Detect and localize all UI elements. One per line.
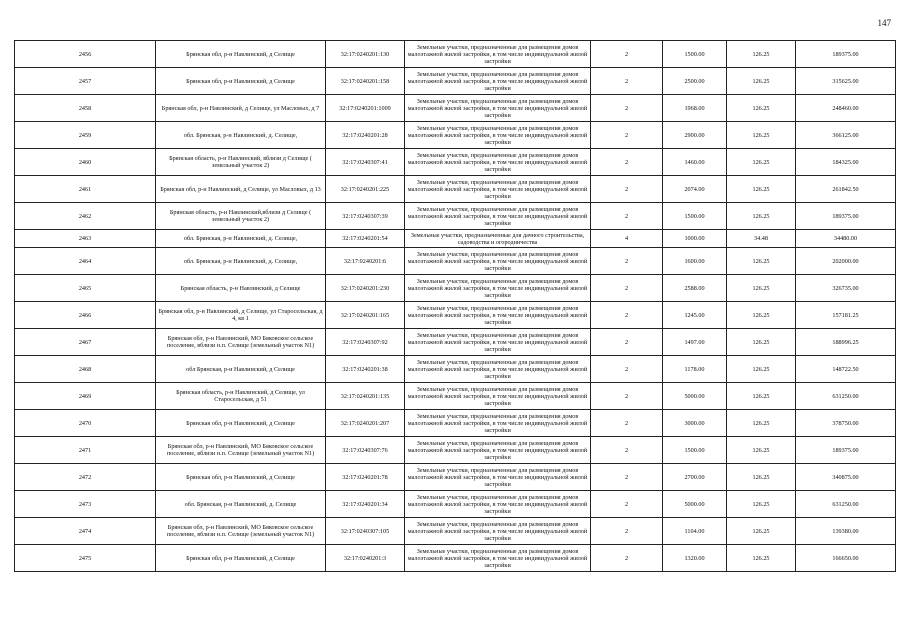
row-number-cell: 2467 [15,329,156,356]
cadastral-number-cell: 32:17:0240201:1009 [326,95,405,122]
address-cell: Брянская обл, р-н Навлинский, МО Бяковское сельское поселение, вблизи н.п. Селище (земельный участок N1) [156,437,326,464]
address-cell: Брянская область, р-н Навлинский, д Селище [156,275,326,302]
row-number-cell: 2470 [15,410,156,437]
cadastral-number-cell: 32:17:0240201:135 [326,383,405,410]
cadastral-value-cell: 189375.00 [796,41,896,68]
address-cell: Брянская обл, р-н Навлинский, д Селище [156,410,326,437]
group-cell: 2 [591,122,663,149]
group-cell: 2 [591,302,663,329]
cadastral-number-cell: 32:17:0240307:41 [326,149,405,176]
cadastral-value-cell: 261842.50 [796,176,896,203]
cadastral-number-cell: 32:17:0240201:225 [326,176,405,203]
table-row [15,464,896,491]
land-use-category-cell: Земельные участки, предназначенные для размещения домов малоэтажной жилой застройки, в том числе индивидуальной жилой застройки [405,203,591,230]
area-cell: 1600.00 [663,248,727,275]
land-use-category-cell: Земельные участки, предназначенные для размещения домов малоэтажной жилой застройки, в том числе индивидуальной жилой застройки [405,176,591,203]
cadastral-value-cell: 189375.00 [796,437,896,464]
cadastral-value-cell: 248460.00 [796,95,896,122]
land-use-category-cell: Земельные участки, предназначенные для размещения домов малоэтажной жилой застройки, в том числе индивидуальной жилой застройки [405,329,591,356]
area-cell: 1500.00 [663,203,727,230]
table-row [15,329,896,356]
row-number-cell: 2462 [15,203,156,230]
land-use-category-cell: Земельные участки, предназначенные для размещения домов малоэтажной жилой застройки, в том числе индивидуальной жилой застройки [405,518,591,545]
address-cell: Брянская обл, р-н Навлинский, д Селище, ул Масловых, д 13 [156,176,326,203]
table-row [15,302,896,329]
specific-value-cell: 126.25 [727,464,796,491]
group-cell: 2 [591,329,663,356]
specific-value-cell: 126.25 [727,410,796,437]
specific-value-cell: 126.25 [727,437,796,464]
cadastral-value-cell: 202000.00 [796,248,896,275]
cadastral-number-cell: 32:17:0240201:28 [326,122,405,149]
cadastral-value-cell: 366125.00 [796,122,896,149]
row-number-cell: 2472 [15,464,156,491]
area-cell: 3000.00 [663,410,727,437]
specific-value-cell: 34.48 [727,230,796,248]
row-number-cell: 2465 [15,275,156,302]
group-cell: 2 [591,464,663,491]
specific-value-cell: 126.25 [727,356,796,383]
area-cell: 1460.00 [663,149,727,176]
address-cell: обл. Брянская, р-н Навлинский, д. Селище, [156,248,326,275]
cadastral-value-cell: 326735.00 [796,275,896,302]
cadastral-value-cell: 139380.00 [796,518,896,545]
land-use-category-cell: Земельные участки, предназначенные для размещения домов малоэтажной жилой застройки, в том числе индивидуальной жилой застройки [405,491,591,518]
specific-value-cell: 126.25 [727,329,796,356]
table-row [15,383,896,410]
cadastral-value-cell: 340875.00 [796,464,896,491]
row-number-cell: 2469 [15,383,156,410]
address-cell: Брянская обл, р-н Навлинский, д Селище [156,41,326,68]
land-use-category-cell: Земельные участки, предназначенные для размещения домов малоэтажной жилой застройки, в том числе индивидуальной жилой застройки [405,383,591,410]
cadastral-number-cell: 32:17:0240307:92 [326,329,405,356]
cadastral-value-table [14,40,896,572]
table-row [15,122,896,149]
land-use-category-cell: Земельные участки, предназначенные для размещения домов малоэтажной жилой застройки, в том числе индивидуальной жилой застройки [405,410,591,437]
group-cell: 2 [591,275,663,302]
land-use-category-cell: Земельные участки, предназначенные для дачного строительства, садоводства и огородничества [405,230,591,248]
table-row [15,248,896,275]
table-row [15,149,896,176]
cadastral-number-cell: 32:17:0240201:38 [326,356,405,383]
cadastral-number-cell: 32:17:0240307:76 [326,437,405,464]
specific-value-cell: 126.25 [727,68,796,95]
cadastral-number-cell: 32:17:0240201:3 [326,545,405,572]
row-number-cell: 2460 [15,149,156,176]
address-cell: Брянская обл, р-н Навлинский, д Селище [156,68,326,95]
area-cell: 2588.00 [663,275,727,302]
group-cell: 2 [591,203,663,230]
row-number-cell: 2458 [15,95,156,122]
specific-value-cell: 126.25 [727,491,796,518]
address-cell: Брянская область, р-н Навлинский,вблизи д Селище ( земельный участок 2) [156,203,326,230]
row-number-cell: 2459 [15,122,156,149]
specific-value-cell: 126.25 [727,275,796,302]
group-cell: 2 [591,356,663,383]
address-cell: Брянская область, р-н Навлинский, вблизи д Селище ( земельный участок 2) [156,149,326,176]
row-number-cell: 2471 [15,437,156,464]
area-cell: 2074.00 [663,176,727,203]
address-cell: обл Брянская, р-н Навлинский, д Селище [156,356,326,383]
area-cell: 5000.00 [663,491,727,518]
group-cell: 2 [591,545,663,572]
area-cell: 1320.00 [663,545,727,572]
cadastral-value-cell: 189375.00 [796,203,896,230]
table-row [15,95,896,122]
page-number: 147 [877,18,891,28]
cadastral-number-cell: 32:17:0240201:130 [326,41,405,68]
land-use-category-cell: Земельные участки, предназначенные для размещения домов малоэтажной жилой застройки, в том числе индивидуальной жилой застройки [405,122,591,149]
group-cell: 2 [591,437,663,464]
row-number-cell: 2466 [15,302,156,329]
address-cell: Брянская область, р-н Навлинский, д Селище, ул Старосельская, д 51 [156,383,326,410]
table-row [15,545,896,572]
area-cell: 1104.00 [663,518,727,545]
specific-value-cell: 126.25 [727,383,796,410]
row-number-cell: 2463 [15,230,156,248]
table-row [15,68,896,95]
specific-value-cell: 126.25 [727,545,796,572]
address-cell: Брянская обл, р-н Навлинский, д Селище [156,464,326,491]
area-cell: 5000.00 [663,383,727,410]
table-row [15,230,896,248]
group-cell: 2 [591,410,663,437]
area-cell: 1500.00 [663,41,727,68]
area-cell: 1178.00 [663,356,727,383]
cadastral-value-cell: 631250.00 [796,491,896,518]
group-cell: 2 [591,518,663,545]
area-cell: 1245.00 [663,302,727,329]
land-use-category-cell: Земельные участки, предназначенные для размещения домов малоэтажной жилой застройки, в том числе индивидуальной жилой застройки [405,41,591,68]
cadastral-number-cell: 32:17:0240201:230 [326,275,405,302]
address-cell: обл. Брянская, р-н Навлинский, д. Селище [156,491,326,518]
row-number-cell: 2461 [15,176,156,203]
table-row [15,491,896,518]
cadastral-value-cell: 378750.00 [796,410,896,437]
cadastral-number-cell: 32:17:0240307:39 [326,203,405,230]
specific-value-cell: 126.25 [727,248,796,275]
land-use-category-cell: Земельные участки, предназначенные для размещения домов малоэтажной жилой застройки, в том числе индивидуальной жилой застройки [405,437,591,464]
group-cell: 2 [591,41,663,68]
group-cell: 2 [591,176,663,203]
area-cell: 2500.00 [663,68,727,95]
row-number-cell: 2456 [15,41,156,68]
cadastral-number-cell: 32:17:0240201:78 [326,464,405,491]
address-cell: Брянская обл, р-н Навлинский, д Селище, ул Старосельская, д 4, кв 1 [156,302,326,329]
cadastral-number-cell: 32:17:0240201:165 [326,302,405,329]
specific-value-cell: 126.25 [727,203,796,230]
table-row [15,410,896,437]
row-number-cell: 2457 [15,68,156,95]
table-row [15,437,896,464]
cadastral-number-cell: 32:17:0240307:105 [326,518,405,545]
cadastral-value-cell: 157181.25 [796,302,896,329]
group-cell: 4 [591,230,663,248]
specific-value-cell: 126.25 [727,518,796,545]
cadastral-value-cell: 166650.00 [796,545,896,572]
group-cell: 2 [591,149,663,176]
group-cell: 2 [591,68,663,95]
land-use-category-cell: Земельные участки, предназначенные для размещения домов малоэтажной жилой застройки, в том числе индивидуальной жилой застройки [405,95,591,122]
address-cell: Брянская обл, р-н Навлинский, МО Бяковское сельское поселение, вблизи н.п. Селище (земельный участок N1) [156,329,326,356]
group-cell: 2 [591,491,663,518]
row-number-cell: 2474 [15,518,156,545]
row-number-cell: 2473 [15,491,156,518]
specific-value-cell: 126.25 [727,176,796,203]
specific-value-cell: 126.25 [727,149,796,176]
cadastral-number-cell: 32:17:0240201:158 [326,68,405,95]
cadastral-value-cell: 34480.00 [796,230,896,248]
specific-value-cell: 126.25 [727,95,796,122]
table-row [15,203,896,230]
land-use-category-cell: Земельные участки, предназначенные для размещения домов малоэтажной жилой застройки, в том числе индивидуальной жилой застройки [405,248,591,275]
group-cell: 2 [591,383,663,410]
cadastral-number-cell: 32:17:0240201:54 [326,230,405,248]
cadastral-number-cell: 32:17:0240201:6 [326,248,405,275]
land-use-category-cell: Земельные участки, предназначенные для размещения домов малоэтажной жилой застройки, в том числе индивидуальной жилой застройки [405,302,591,329]
land-use-category-cell: Земельные участки, предназначенные для размещения домов малоэтажной жилой застройки, в том числе индивидуальной жилой застройки [405,464,591,491]
cadastral-value-cell: 631250.00 [796,383,896,410]
cadastral-value-cell: 188996.25 [796,329,896,356]
address-cell: Брянская обл, р-н Навлинский, д Селище [156,545,326,572]
area-cell: 2700.00 [663,464,727,491]
specific-value-cell: 126.25 [727,41,796,68]
area-cell: 2900.00 [663,122,727,149]
cadastral-number-cell: 32:17:0240201:207 [326,410,405,437]
area-cell: 1000.00 [663,230,727,248]
area-cell: 1500.00 [663,437,727,464]
row-number-cell: 2475 [15,545,156,572]
address-cell: Брянская обл, р-н Навлинский, МО Бяковское сельское поселение, вблизи н.п. Селище (земельный участок N1) [156,518,326,545]
table-row [15,176,896,203]
land-use-category-cell: Земельные участки, предназначенные для размещения домов малоэтажной жилой застройки, в том числе индивидуальной жилой застройки [405,356,591,383]
table-row [15,518,896,545]
address-cell: обл. Брянская, р-н Навлинский, д. Селище, [156,230,326,248]
cadastral-value-cell: 148722.50 [796,356,896,383]
land-use-category-cell: Земельные участки, предназначенные для размещения домов малоэтажной жилой застройки, в том числе индивидуальной жилой застройки [405,275,591,302]
area-cell: 1497.00 [663,329,727,356]
table-row [15,356,896,383]
table-row [15,41,896,68]
group-cell: 2 [591,248,663,275]
area-cell: 1968.00 [663,95,727,122]
row-number-cell: 2468 [15,356,156,383]
cadastral-value-cell: 315625.00 [796,68,896,95]
specific-value-cell: 126.25 [727,302,796,329]
table-row [15,275,896,302]
table-body [15,41,896,572]
specific-value-cell: 126.25 [727,122,796,149]
row-number-cell: 2464 [15,248,156,275]
cadastral-number-cell: 32:17:0240201:34 [326,491,405,518]
land-use-category-cell: Земельные участки, предназначенные для размещения домов малоэтажной жилой застройки, в том числе индивидуальной жилой застройки [405,68,591,95]
address-cell: Брянская обл, р-н Навлинский, д Селище, ул Масловых, д 7 [156,95,326,122]
land-use-category-cell: Земельные участки, предназначенные для размещения домов малоэтажной жилой застройки, в том числе индивидуальной жилой застройки [405,149,591,176]
address-cell: обл. Брянская, р-н Навлинский, д. Селище, [156,122,326,149]
group-cell: 2 [591,95,663,122]
land-use-category-cell: Земельные участки, предназначенные для размещения домов малоэтажной жилой застройки, в том числе индивидуальной жилой застройки [405,545,591,572]
cadastral-value-cell: 184325.00 [796,149,896,176]
